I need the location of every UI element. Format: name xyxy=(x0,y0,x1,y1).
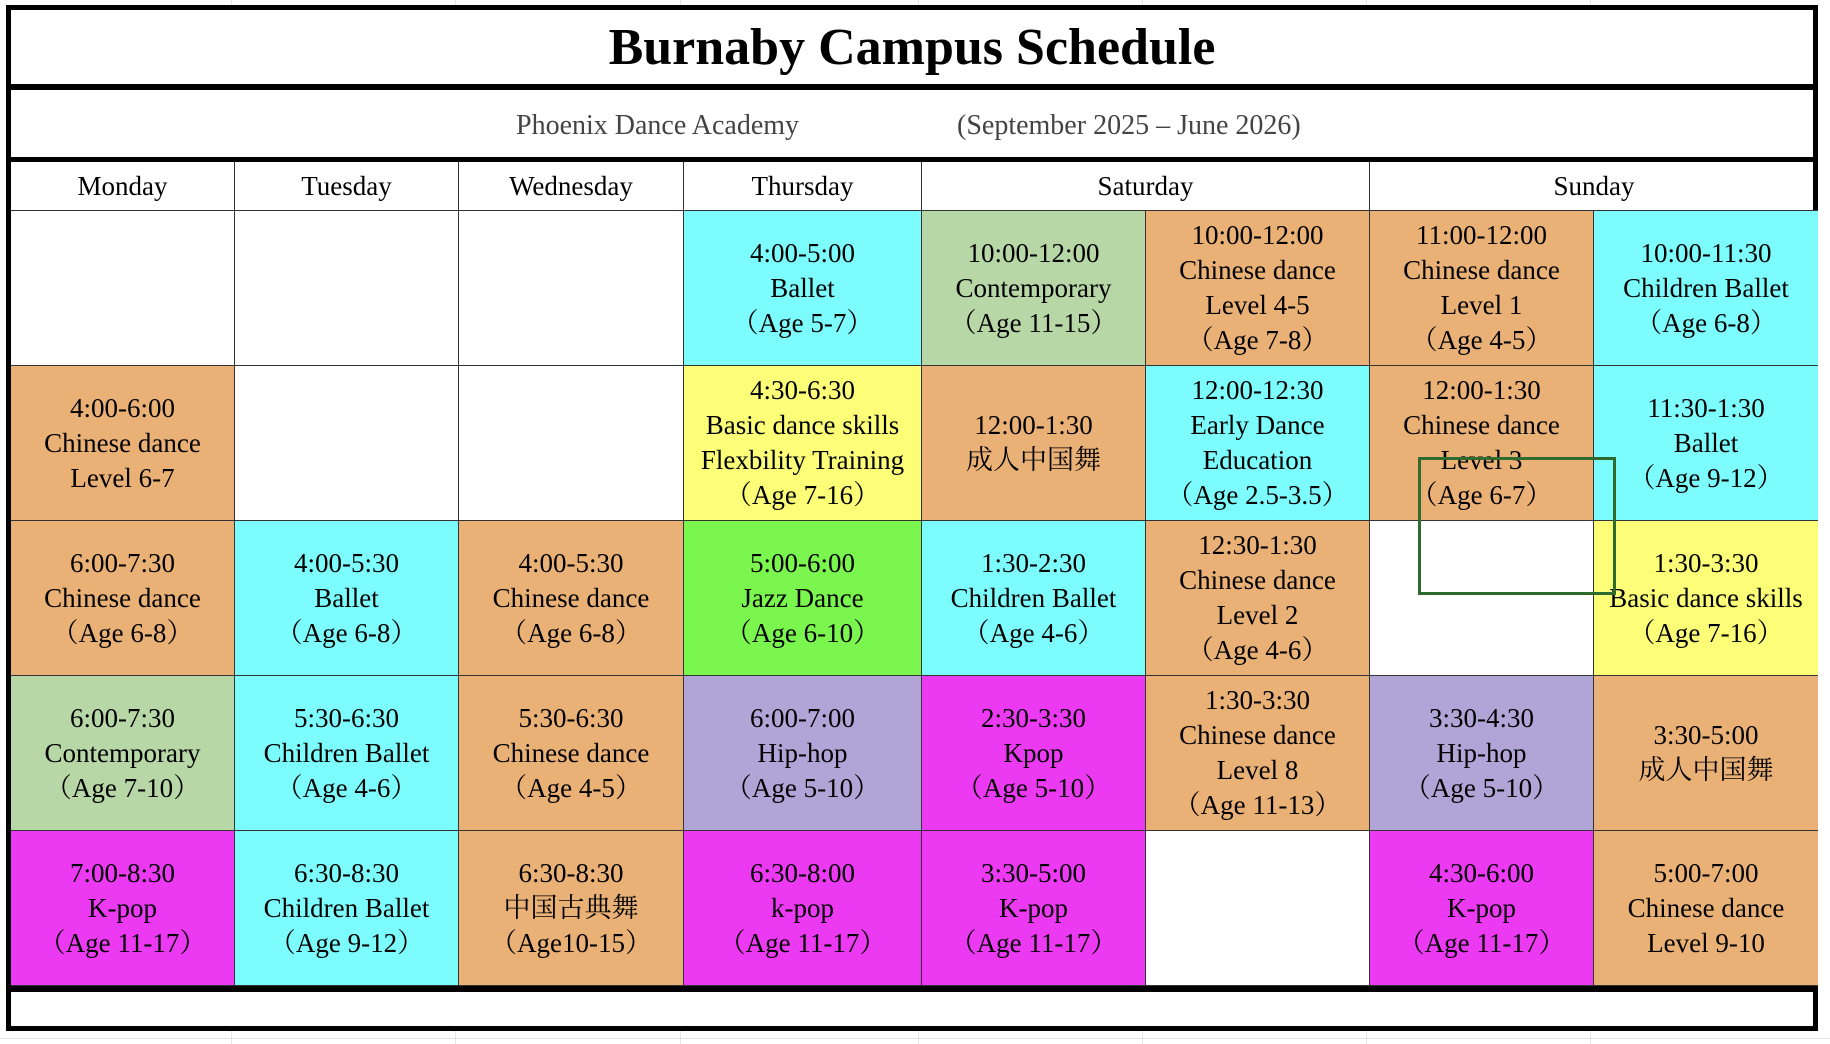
class-line: （Age 5-10） xyxy=(1403,772,1560,803)
class-line: Ballet xyxy=(1673,427,1739,458)
class-line: Children Ballet xyxy=(1623,272,1789,303)
class-line: 5:00-6:00 xyxy=(750,547,855,578)
schedule-period: (September 2025 – June 2026) xyxy=(957,110,1301,141)
class-line: Hip-hop xyxy=(757,737,848,768)
cell-r2-sun-b[interactable] xyxy=(1594,366,1818,521)
class-line: 7:00-8:30 xyxy=(70,857,175,888)
class-line: 12:00-1:30 xyxy=(1422,375,1541,405)
class-line: （Age 5-10） xyxy=(724,772,881,803)
class-line: 6:30-8:30 xyxy=(518,857,624,888)
class-line: （Age 7-16） xyxy=(724,480,881,510)
header-saturday[interactable]: Saturday xyxy=(922,162,1370,211)
cell-r2-thu[interactable] xyxy=(684,366,922,521)
cell-r4-sun-a[interactable] xyxy=(1370,676,1594,831)
class-line: （Age 4-6） xyxy=(1186,635,1329,665)
class-line: Chinese dance xyxy=(1179,255,1336,285)
class-line: （Age 2.5-3.5） xyxy=(1166,480,1349,510)
header-sunday[interactable]: Sunday xyxy=(1370,162,1818,211)
class-line: 成人中国舞 xyxy=(966,445,1101,475)
class-line: 4:00-5:30 xyxy=(294,547,399,578)
class-line: K-pop xyxy=(1447,892,1516,923)
class-line: 10:00-12:00 xyxy=(1191,220,1324,250)
class-line: k-pop xyxy=(771,892,834,923)
class-line: （Age 5-7） xyxy=(731,307,874,338)
class-line: （Age 6-8） xyxy=(500,617,642,648)
class-line: Level 3 xyxy=(1440,445,1523,475)
class-line: K-pop xyxy=(999,892,1068,923)
cell-r4-sat-a[interactable] xyxy=(922,676,1146,831)
cell-r5-sat-a[interactable] xyxy=(922,831,1146,986)
cell-r4-wed[interactable] xyxy=(459,676,684,831)
class-line: 5:30-6:30 xyxy=(294,702,399,733)
class-line: 4:30-6:00 xyxy=(1429,857,1534,888)
cell-r5-sun-a[interactable] xyxy=(1370,831,1594,986)
cell-r1-tue[interactable] xyxy=(235,211,459,366)
class-line: 12:00-12:30 xyxy=(1191,375,1324,405)
class-line: Chinese dance xyxy=(44,427,201,458)
class-line: 2:30-3:30 xyxy=(981,702,1086,733)
class-line: Kpop xyxy=(1003,737,1064,768)
class-line: 3:30-5:00 xyxy=(981,857,1086,888)
class-line: （Age 11-17） xyxy=(1397,927,1566,958)
cell-r5-wed[interactable] xyxy=(459,831,684,986)
cell-r3-mon[interactable] xyxy=(11,521,235,676)
class-line: （Age 7-16） xyxy=(1628,617,1784,648)
class-line: Education xyxy=(1202,445,1313,475)
class-line: 5:30-6:30 xyxy=(518,702,624,733)
class-line: K-pop xyxy=(88,892,157,923)
header-thursday[interactable]: Thursday xyxy=(684,162,922,211)
cell-r5-tue[interactable] xyxy=(235,831,459,986)
class-line: 6:00-7:30 xyxy=(70,702,175,733)
class-line: 6:30-8:00 xyxy=(750,857,855,888)
class-line: Chinese dance xyxy=(1627,892,1785,923)
class-line: 4:00-5:00 xyxy=(750,237,855,268)
cell-r1-thu[interactable] xyxy=(684,211,922,366)
class-line: Level 9-10 xyxy=(1647,927,1765,958)
class-line: 中国古典舞 xyxy=(503,892,639,923)
cell-r5-thu[interactable] xyxy=(684,831,922,986)
cell-r1-sat-a[interactable] xyxy=(922,211,1146,366)
class-line: （Age10-15） xyxy=(490,927,652,958)
class-line: （Age 6-10） xyxy=(724,617,881,648)
class-line: Level 8 xyxy=(1216,755,1299,785)
cell-r1-sun-a[interactable] xyxy=(1370,211,1594,366)
class-line: Basic dance skills xyxy=(705,410,900,440)
class-line: Chinese dance xyxy=(1403,410,1560,440)
class-line: Level 1 xyxy=(1440,290,1523,320)
cell-r5-sun-b[interactable] xyxy=(1594,831,1818,986)
class-line: Level 4-5 xyxy=(1205,290,1310,320)
class-line: （Age 7-10） xyxy=(44,772,201,803)
class-line: Ballet xyxy=(314,582,379,613)
cell-r2-mon[interactable] xyxy=(11,366,235,521)
cell-r5-mon[interactable] xyxy=(11,831,235,986)
class-line: Flexbility Training xyxy=(700,445,905,475)
class-line: Ballet xyxy=(770,272,835,303)
class-line: Early Dance xyxy=(1190,410,1325,440)
academy-name: Phoenix Dance Academy xyxy=(516,110,800,141)
class-line: Contemporary xyxy=(955,272,1112,303)
cell-r2-wed[interactable] xyxy=(459,366,684,521)
cell-r1-mon[interactable] xyxy=(11,211,235,366)
class-line: Children Ballet xyxy=(263,892,430,923)
header-monday[interactable]: Monday xyxy=(11,162,235,211)
class-line: 1:30-2:30 xyxy=(981,547,1086,578)
class-line: 12:30-1:30 xyxy=(1198,530,1317,560)
cell-r4-sat-b[interactable] xyxy=(1146,676,1370,831)
cell-r4-sun-b[interactable] xyxy=(1594,676,1818,831)
header-tuesday[interactable]: Tuesday xyxy=(235,162,459,211)
cell-r3-thu[interactable] xyxy=(684,521,922,676)
class-line: （Age 6-8） xyxy=(1635,307,1777,338)
class-line: （Age 4-6） xyxy=(275,772,418,803)
class-line: Chinese dance xyxy=(492,737,650,768)
cell-r2-sat-b[interactable] xyxy=(1146,366,1370,521)
cell-r2-tue[interactable] xyxy=(235,366,459,521)
class-line: 4:00-5:30 xyxy=(518,547,624,578)
cell-r2-sat-a[interactable] xyxy=(922,366,1146,521)
class-line: （Age 11-15） xyxy=(949,307,1118,338)
class-line: Basic dance skills xyxy=(1609,582,1803,613)
class-line: 1:30-3:30 xyxy=(1205,685,1310,715)
class-line: 10:00-11:30 xyxy=(1640,237,1772,268)
cell-r5-sat-b[interactable] xyxy=(1146,831,1370,986)
class-line: （Age 9-12） xyxy=(268,927,425,958)
class-line: Level 6-7 xyxy=(70,462,175,493)
class-line: （Age 11-17） xyxy=(949,927,1118,958)
class-line: Jazz Dance xyxy=(741,582,864,613)
cell-r3-sat-b[interactable] xyxy=(1146,521,1370,676)
class-line: Chinese dance xyxy=(1179,720,1336,750)
class-line: （Age 4-5） xyxy=(1410,325,1553,355)
class-line: 6:30-8:30 xyxy=(294,857,399,888)
class-line: Chinese dance xyxy=(1179,565,1336,595)
class-line: （Age 4-5） xyxy=(500,772,642,803)
class-line: （Age 11-17） xyxy=(718,927,887,958)
cell-r4-thu[interactable] xyxy=(684,676,922,831)
cell-r1-sat-b[interactable] xyxy=(1146,211,1370,366)
class-line: Children Ballet xyxy=(263,737,430,768)
class-line: （Age 7-8） xyxy=(1186,325,1329,355)
class-line: Hip-hop xyxy=(1436,737,1527,768)
class-line: 4:30-6:30 xyxy=(750,375,855,405)
class-line: 3:30-5:00 xyxy=(1653,720,1759,750)
cell-r3-tue[interactable] xyxy=(235,521,459,676)
cell-r3-sat-a[interactable] xyxy=(922,521,1146,676)
cell-r3-sun-b[interactable] xyxy=(1594,521,1818,676)
empty-footer-row[interactable] xyxy=(11,986,1813,1026)
class-line: （Age 6-8） xyxy=(51,617,194,648)
class-line: 12:00-1:30 xyxy=(974,410,1093,440)
cell-r1-sun-b[interactable] xyxy=(1594,211,1818,366)
class-line: 11:30-1:30 xyxy=(1647,392,1765,423)
cell-r4-tue[interactable] xyxy=(235,676,459,831)
class-line: 1:30-3:30 xyxy=(1653,547,1759,578)
class-line: 10:00-12:00 xyxy=(967,237,1100,268)
class-line: （Age 4-6） xyxy=(962,617,1105,648)
class-line: 6:00-7:00 xyxy=(750,702,855,733)
class-line: 成人中国舞 xyxy=(1638,755,1774,785)
class-line: 11:00-12:00 xyxy=(1416,220,1547,250)
class-line: Chinese dance xyxy=(1403,255,1560,285)
class-line: 5:00-7:00 xyxy=(1653,857,1759,888)
class-line: （Age 6-7） xyxy=(1410,480,1553,510)
cell-r3-wed[interactable] xyxy=(459,521,684,676)
class-line: （Age 11-13） xyxy=(1173,790,1342,820)
class-line: （Age 11-17） xyxy=(38,927,207,958)
subtitle-row[interactable] xyxy=(11,90,1813,162)
class-line: Level 2 xyxy=(1216,600,1299,630)
class-line: 6:00-7:30 xyxy=(70,547,175,578)
class-line: Chinese dance xyxy=(492,582,650,613)
class-line: 3:30-4:30 xyxy=(1429,702,1534,733)
header-wednesday[interactable]: Wednesday xyxy=(459,162,684,211)
cell-r1-wed[interactable] xyxy=(459,211,684,366)
class-line: （Age 9-12） xyxy=(1628,462,1784,493)
class-line: Contemporary xyxy=(44,737,201,768)
cell-selection-box[interactable] xyxy=(1418,457,1616,595)
class-line: 4:00-6:00 xyxy=(70,392,175,423)
class-line: （Age 6-8） xyxy=(275,617,418,648)
sheet-title[interactable]: Burnaby Campus Schedule xyxy=(11,10,1813,90)
class-line: （Age 5-10） xyxy=(955,772,1112,803)
class-line: Children Ballet xyxy=(950,582,1117,613)
class-line: Chinese dance xyxy=(44,582,201,613)
cell-r4-mon[interactable] xyxy=(11,676,235,831)
